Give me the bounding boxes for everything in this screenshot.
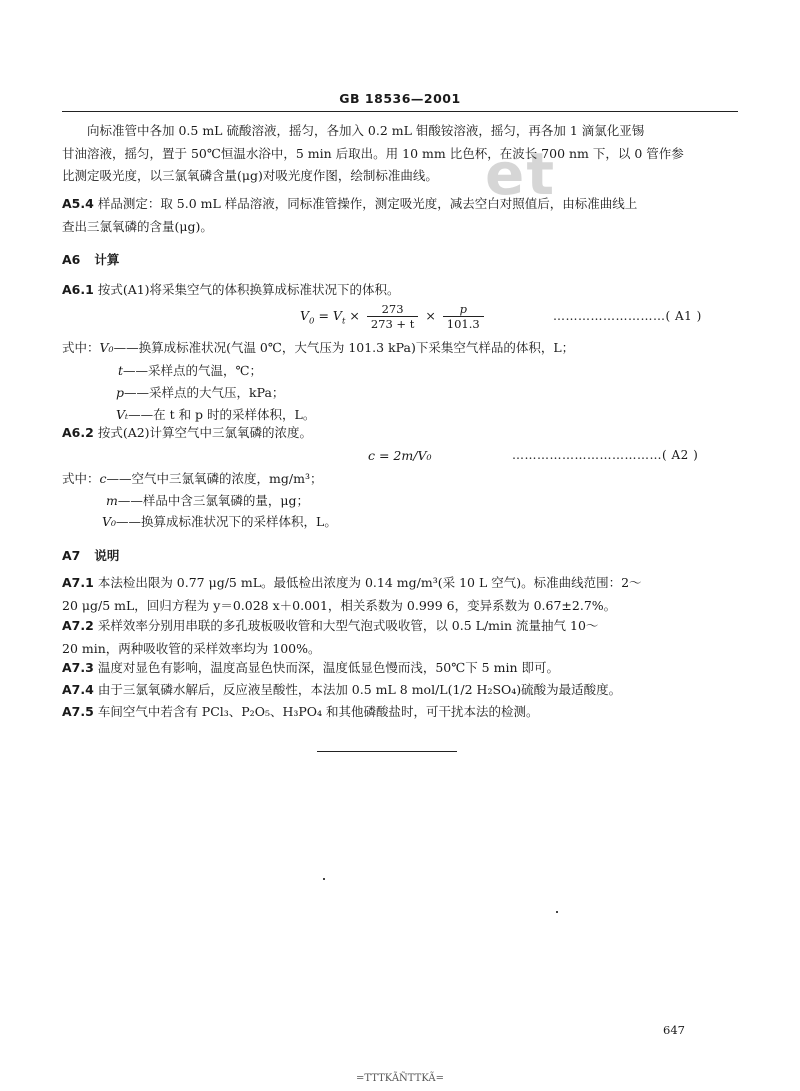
text-line: 查出三氯氧磷的含量(μg)。 [62, 218, 213, 234]
definition-row: 式中：V₀——换算成标准状况(气温 0℃，大气压为 101.3 kPa)下采集空气样品的体积，L； [62, 340, 575, 355]
scan-speck [323, 878, 325, 880]
clause-a6-1 [62, 279, 742, 302]
clause-text: 温度对显色有影响，温度高显色快而深，温度低显色慢而浅，50℃下 5 min 即可。 [97, 660, 559, 675]
page-number: 647 [663, 1023, 685, 1037]
section-title: 计算 [94, 252, 120, 267]
definition-row: m——样品中含三氯氧磷的量，μg； [106, 493, 309, 508]
clause-a7-3 [62, 657, 742, 680]
equation-leader-a1: ………………………( A1 ) [553, 309, 702, 323]
equation-label: ( A1 ) [665, 309, 702, 323]
clause-a7-1 [62, 572, 742, 617]
clause-text: 本法检出限为 0.77 μg/5 mL。最低检出浓度为 0.14 mg/m³(采 10 L 空气)。标准曲线范围：2～ [97, 575, 642, 590]
watermark: et [485, 140, 557, 208]
clause-code: A7.5 [62, 704, 94, 719]
clause-a7-2 [62, 615, 742, 660]
clause-text: 由于三氯氧磷水解后，反应液呈酸性，本法加 0.5 mL 8 mol/L(1/2 H₂SO₄)硫酸为最适酸度。 [97, 682, 622, 697]
clause-code: A7.2 [62, 618, 94, 633]
clause-text: 样品测定：取 5.0 mL 样品溶液，同标准管操作，测定吸光度，减去空白对照值后，由标准曲线上 [97, 196, 638, 211]
formula-a1: $V_0 = V_t$ × $\frac{273}{273 + t}$ × $\frac{p}{101.3}$ [300, 302, 487, 331]
clause-code: A7.3 [62, 660, 94, 675]
text-line: 向标准管中各加 0.5 mL 硫酸溶液，摇匀，各加入 0.2 mL 钼酸铵溶液，摇匀，再各加 1 滴氯化亚锡 [87, 123, 645, 138]
equation-leader-a2: ………………………………( A2 ) [512, 448, 699, 462]
clause-text: 车间空气中若含有 PCl₃、P₂O₅、H₃PO₄ 和其他磷酸盐时，可干扰本法的检测。 [97, 704, 539, 719]
section-title: 说明 [94, 548, 120, 563]
clause-code: A5.4 [62, 196, 94, 211]
footer-mark: =TTTKÃÑTTKÃ= [356, 1073, 444, 1084]
clause-text: 采样效率分别用串联的多孔玻板吸收管和大型气泡式吸收管，以 0.5 L/min 流量抽气 10～ [97, 618, 599, 633]
section-heading-a7 [62, 546, 119, 564]
clause-code: A7.4 [62, 682, 94, 697]
equation-label: ( A2 ) [662, 448, 699, 462]
clause-a7-5 [62, 701, 742, 724]
text-line: 比测定吸光度，以三氯氧磷含量(μg)对吸光度作图，绘制标准曲线。 [62, 168, 438, 183]
definition-row: p——采样点的大气压，kPa； [116, 385, 285, 400]
text-line: 甘油溶液，摇匀，置于 50℃恒温水浴中，5 min 后取出。用 10 mm 比色杯，在波长 700 nm 下，以 0 管作参 [62, 145, 684, 161]
clause-code: A7.1 [62, 575, 94, 590]
scan-speck [556, 911, 558, 913]
header-rule [62, 111, 738, 112]
fraction-pressure: $\frac{p}{101.3}$ [443, 302, 484, 331]
formula-a2: c = 2m/V₀ [368, 448, 432, 463]
end-of-text-rule [317, 751, 457, 752]
section-heading-a6 [62, 250, 119, 268]
clause-text: 按式(A2)计算空气中三氯氧磷的浓度。 [97, 425, 313, 440]
definition-row: t——采样点的气温，℃； [118, 363, 263, 378]
text-line: 20 min，两种吸收管的采样效率均为 100%。 [62, 640, 321, 656]
text-line: 20 μg/5 mL，回归方程为 y＝0.028 x＋0.001，相关系数为 0.999 6，变异系数为 0.67±2.7%。 [62, 597, 617, 613]
clause-a6-2 [62, 422, 742, 445]
paragraph-standard-curve [62, 120, 742, 188]
section-code: A6 [62, 252, 81, 267]
section-code: A7 [62, 548, 81, 563]
standard-number-header: GB 18536—2001 [339, 91, 461, 106]
definition-row: V₀——换算成标准状况下的采样体积，L。 [102, 514, 337, 529]
clause-a7-4 [62, 679, 742, 702]
clause-code: A6.2 [62, 425, 94, 440]
clause-a5-4 [62, 193, 742, 238]
definition-row: Vₜ——在 t 和 p 时的采样体积，L。 [116, 407, 316, 422]
definition-row: 式中：c——空气中三氯氧磷的浓度，mg/m³； [62, 471, 323, 486]
clause-text: 按式(A1)将采集空气的体积换算成标准状况下的体积。 [97, 282, 400, 297]
fraction-temperature: $\frac{273}{273 + t}$ [367, 302, 419, 331]
clause-code: A6.1 [62, 282, 94, 297]
